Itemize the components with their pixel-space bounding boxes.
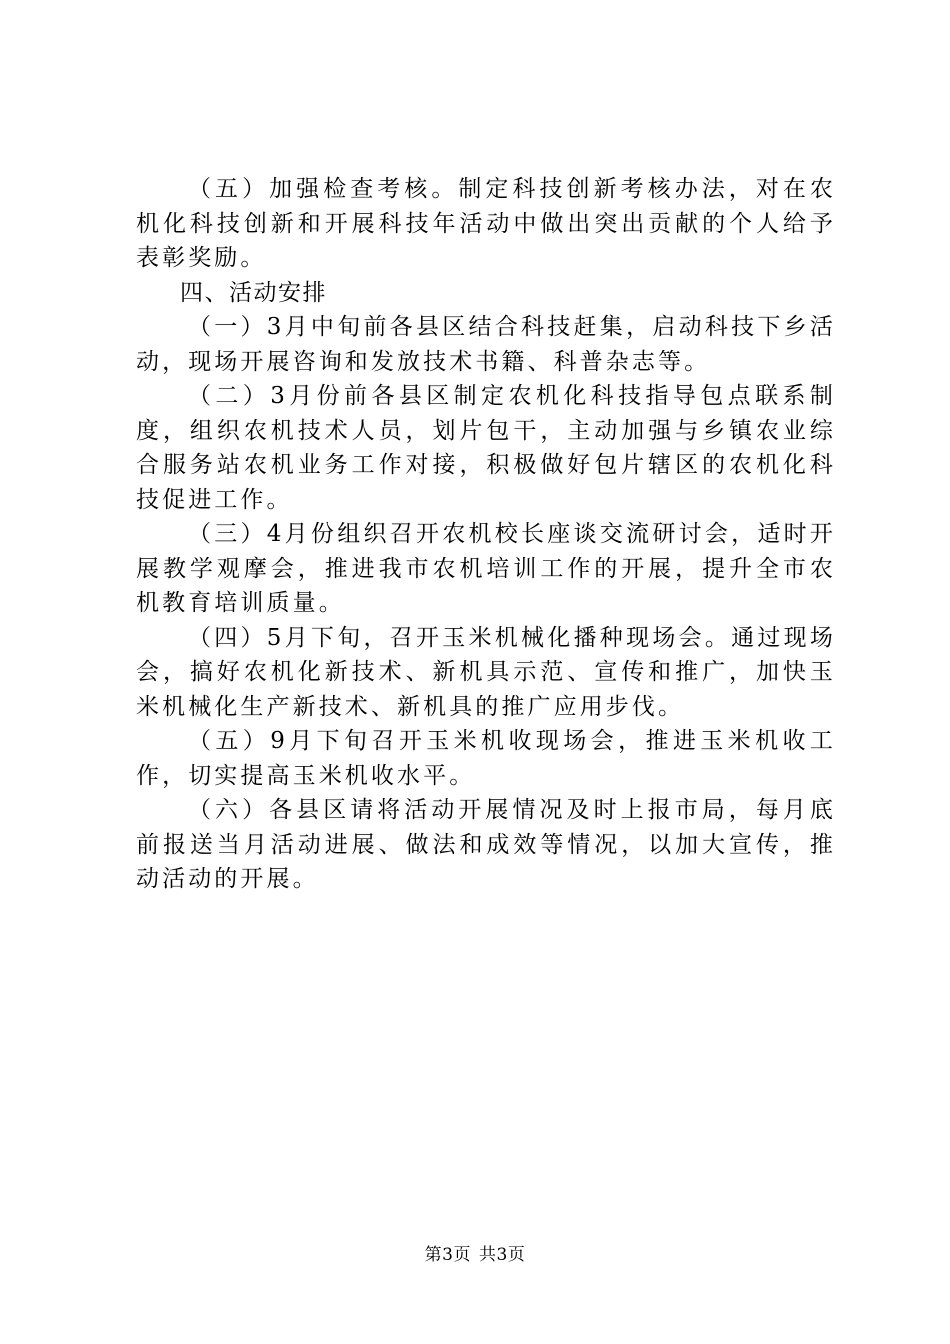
document-body (136, 172, 836, 897)
section-heading-activity-arrangement: 四、活动安排 (180, 279, 327, 306)
paragraph-item-5: （五）9月下旬召开玉米机收现场会，推进玉米机收工作，切实提高玉米机收水平。 (136, 728, 836, 789)
page-number-current: 第3页 (424, 1245, 471, 1265)
paragraph-item-2: （二）3月份前各县区制定农机化科技指导包点联系制度，组织农机技术人员，划片包干，主动加强与乡镇农业综合服务站农机业务工作对接，积极做好包片辖区的农机化科技促进工作。 (136, 383, 836, 513)
paragraph-item-4: （四）5月下旬，召开玉米机械化播种现场会。通过现场会，搞好农机化新技术、新机具示范、宣传和推广，加快玉米机械化生产新技术、新机具的推广应用步伐。 (136, 624, 836, 720)
paragraph-item-6: （六）各县区请将活动开展情况及时上报市局，每月底前报送当月活动进展、做法和成效等情况，以加大宣传，推动活动的开展。 (136, 797, 836, 892)
page-number-total: 共3页 (479, 1245, 526, 1265)
paragraph-strengthen-inspection: （五）加强检查考核。制定科技创新考核办法，对在农机化科技创新和开展科技年活动中做出突出贡献的个人给予表彰奖励。 (136, 176, 836, 271)
paragraph-item-1: （一）3月中旬前各县区结合科技赶集，启动科技下乡活动，现场开展咨询和发放技术书籍、科普杂志等。 (136, 314, 836, 375)
page-footer (0, 1244, 950, 1266)
paragraph-item-3: （三）4月份组织召开农机校长座谈交流研讨会，适时开展教学观摩会，推进我市农机培训工作的开展，提升全市农机教育培训质量。 (136, 521, 836, 616)
